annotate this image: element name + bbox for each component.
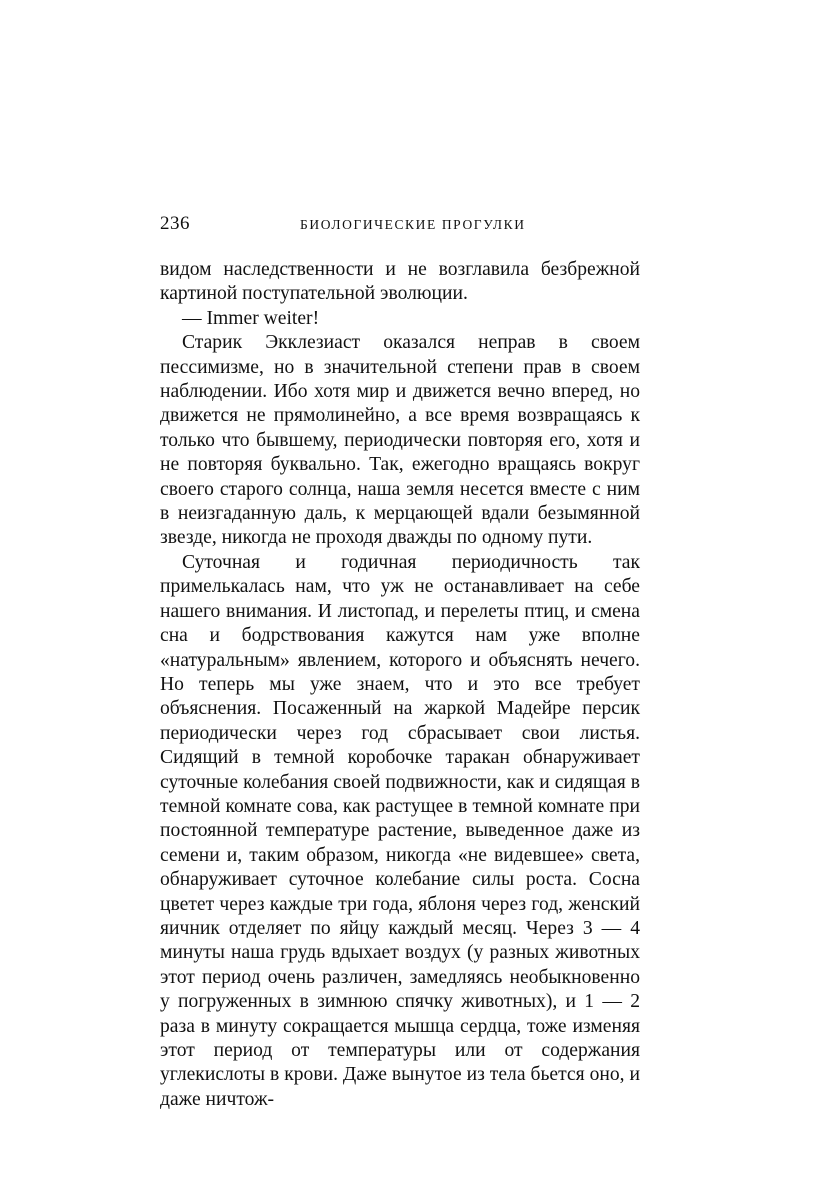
text-column — [160, 258, 640, 1112]
paragraph-continued: видом наследственности и не возглавила безбрежной картиной поступательной эволюции. — [160, 259, 640, 305]
running-head: БИОЛОГИЧЕСКИЕ ПРОГУЛКИ — [300, 217, 526, 232]
paragraph-exclamation: — Immer weiter! — [182, 307, 320, 329]
paragraph-ecclesiastes: Старик Экклезиаст оказался неправ в своем пессимизме, но в значительной степени прав в своем наблюдении. Ибо хотя мир и движется вечно вперед, но движется не прямолинейно, а все время возвращаясь к только что бывшему, периодически повторяя его, хотя и не повторяя буквально. Так, ежегодно вращаясь вокруг своего старого солнца, наша земля несется вместе с ним в неизгаданную даль, к мерцающей вдали безымянной звезде, никогда не проходя дважды по одному пути. — [160, 332, 640, 549]
page-number: 236 — [160, 213, 190, 234]
paragraph-periodicity: Суточная и годичная периодичность так примелькалась нам, что уж не останавливает на себе нашего внимания. И листопад, и перелеты птиц, и смена сна и бодрствования кажутся нам уже вполне «натуральным» явлением, которого и объяснять нечего. Но теперь мы уже знаем, что и это все требует объяснения. Посаженный на жаркой Мадейре персик периодически через год сбрасывает свои листья. Сидящий в темной коробочке таракан обнаруживает суточные колебания своей подвижности, как и сидящая в темной комнате сова, как растущее в темной комнате при постоянной температуре растение, выведенное даже из семени и, таким образом, никогда «не видевшее» света, обнаруживает суточное колебание силы роста. Сосна цветет через каждые три года, яблоня через год, женский яичник отделяет по яйцу каждый месяц. Через 3 — 4 минуты наша грудь вдыхает воздух (у разных животных этот период очень различен, замедляясь необыкновенно у погруженных в зимнюю спячку животных), и 1 — 2 раза в минуту сокращается мышца сердца, тоже изменяя этот период от температуры или от содержания углекислоты в крови. Даже вынутое из тела бьется оно, и даже ничтож- — [160, 551, 640, 1110]
